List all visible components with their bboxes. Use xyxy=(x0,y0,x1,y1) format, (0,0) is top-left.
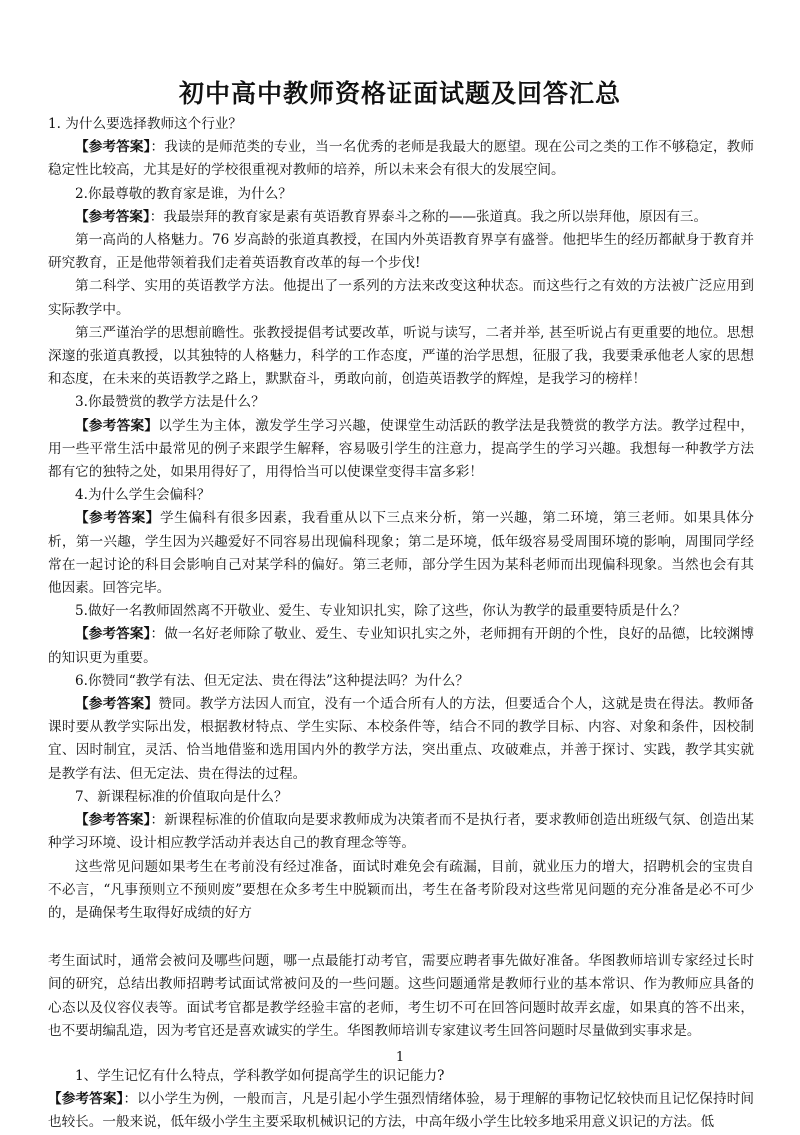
section2-question-1: 1、学生记忆有什么特点，学科教学如何提高学生的识记能力? xyxy=(75,1067,445,1084)
question-3: 3.你最赞赏的教学方法是什么？ xyxy=(75,394,265,411)
intro-paragraph: 考生面试时，通常会被问及哪些问题，哪一点最能打动考官，需要应聘者事先做好准备。华图教师培训专家经过长时间的研究，总结出教师招聘考试面试常被问及的一些问题。这些问题通常是教师行业的基本常识、作为教师应具备的心态以及仪容仪表等。面试考官都是教学经验丰富的老师，考生切不可在回答问题时故弄玄虚，如果真的答不出来，也不要胡编乱造，因为考官还是喜欢诚实的学生。华图教师培训专家建议考生回答问题时尽量做到实事求是。 xyxy=(48,953,754,1039)
answer-label: 【参考答案】 xyxy=(48,1091,124,1108)
answer-label: 【参考答案】 xyxy=(75,139,151,156)
answer-label: 【参考答案】 xyxy=(75,510,160,527)
answer-1 xyxy=(48,136,754,182)
answer-label: 【参考答案】 xyxy=(75,417,159,434)
answer-5 xyxy=(48,623,754,669)
answer-label: 【参考答案】 xyxy=(75,208,150,225)
summary-paragraph: 这些常见问题如果考生在考前没有经过准备，面试时难免会有疏漏，目前，就业压力的增大，招聘机会的宝贵自不必言，“凡事预则立不预则废”要想在众多考生中脱颖而出，考生在备考阶段对这些常见问题的充分准备是必不可少的，是确保考生取得好成绩的好方 xyxy=(48,858,754,921)
answer-2-point-2: 第二科学、实用的英语教学方法。他提出了一系列的方法来改变这种状态。而这些行之有效的方法被广泛应用到实际教学中。 xyxy=(48,278,754,318)
question-1: 1. 为什么要选择教师这个行业？ xyxy=(48,116,243,132)
answer-4-text: 学生偏科有很多因素，我看重从以下三点来分析，第一兴趣，第二环境，第三老师。如果具体分析，第一兴趣，学生因为兴趣爱好不同容易出现偏科现象；第二是环境，低年级容易受周围环境的影响，周围同学经常在一起讨论的科目会影响自己对某学科的偏好。第三老师，部分学生因为某科老师而出现偏科现象。当然也会有其他因素。回答完毕。 xyxy=(48,510,755,597)
answer-2-text: ：我最崇拜的教育家是素有英语教育界泰斗之称的——张道真。我之所以崇拜他，原因有三。 xyxy=(149,208,708,225)
question-7: 7、新课程标准的价值取向是什么？ xyxy=(75,788,288,805)
page-number: 1 xyxy=(395,1050,405,1065)
document-title: 初中高中教师资格证面试题及回答汇总 xyxy=(178,79,621,108)
question-6: 6.你赞同“教学有法、但无定法、贵在得法”这种提法吗？为什么？ xyxy=(75,672,469,689)
answer-7 xyxy=(48,809,754,855)
answer-label: 【参考答案】 xyxy=(75,626,151,643)
answer-2-point-3: 第三严谨治学的思想前瞻性。张教授提倡考试要改革，听说与读写，二者并举, 甚至听说占有更重要的地位。思想深邃的张道真教授，以其独特的人格魅力，科学的工作态度，严谨的治学思想，征服了我，我要秉承他老人家的思想和态度，在未来的英语教学之路上，默默奋斗，勇敢向前，创造英语教学的辉煌，是我学习的榜样！ xyxy=(48,324,754,388)
answer-6 xyxy=(48,693,754,786)
answer-7-text: ：新课程标准的价值取向是要求教师成为决策者而不是执行者，要求教师创造出班级气氛、创造出某种学习环境、设计相应教学活动并表达自己的教育理念等等。 xyxy=(48,812,754,852)
answer-2-point-1: 第一高尚的人格魅力。76 岁高龄的张道真教授，在国内外英语教育界享有盛誉。他把毕生的经历都献身于教育并研究教育，正是他带领着我们走着英语教育改革的每一个步伐! xyxy=(48,232,754,272)
answer-1-text: ：我读的是师范类的专业，当一名优秀的老师是我最大的愿望。现在公司之类的工作不够稳定，教师稳定性比较高，尤其是好的学校很重视对教师的培养，所以未来会有很大的发展空间。 xyxy=(48,139,754,179)
question-5: 5.做好一名教师固然离不开敬业、爱生、专业知识扎实，除了这些，你认为教学的最重要特质是什么？ xyxy=(75,603,687,620)
answer-6-text: 赞同。教学方法因人而宜，没有一个适合所有人的方法，但要适合个人，这就是贵在得法。教师备课时要从教学实际出发，根据教材特点、学生实际、本校条件等，结合不同的教学目标、内容、对象和条件，因校制宜、因时制宜，灵活、恰当地借鉴和选用国内外的教学方法，突出重点、攻破难点，并善于探讨、实践，教学其实就是教学有法、但无定法、贵在得法的过程。 xyxy=(48,696,755,782)
section2-answer-1 xyxy=(48,1088,754,1134)
document-body xyxy=(48,113,754,1135)
answer-2 xyxy=(48,206,754,229)
answer-label: 【参考答案】 xyxy=(75,696,159,713)
answer-label: 【参考答案】 xyxy=(75,812,151,829)
answer-5-text: ：做一名好老师除了敬业、爱生、专业知识扎实之外，老师拥有开朗的个性，良好的品德，比较渊博的知识更为重要。 xyxy=(48,626,754,666)
answer-3 xyxy=(48,415,754,485)
question-4: 4.为什么学生会偏科？ xyxy=(75,487,211,504)
section-spacer xyxy=(48,925,754,950)
section2-answer-1-text: ：以小学生为例，一般而言，凡是引起小学生强烈情绪体验，易于理解的事物记忆较快而且记忆保持时间也较长。一般来说，低年级小学生主要采取机械识记的方法，中高年级小学生比较多地采用意义识记的方法。低 xyxy=(48,1091,755,1131)
answer-4 xyxy=(48,507,754,600)
question-2: 2.你最尊敬的教育家是谁，为什么？ xyxy=(75,185,292,202)
answer-3-text: 以学生为主体，激发学生学习兴趣，使课堂生动活跃的教学法是我赞赏的教学方法。教学过程中，用一些平常生活中最常见的例子来跟学生解释，容易吸引学生的注意力，提高学生的学习兴趣。我想每一种教学方法都有它的独特之处，如果用得好了，用得恰当可以使课堂变得丰富多彩！ xyxy=(48,417,755,481)
